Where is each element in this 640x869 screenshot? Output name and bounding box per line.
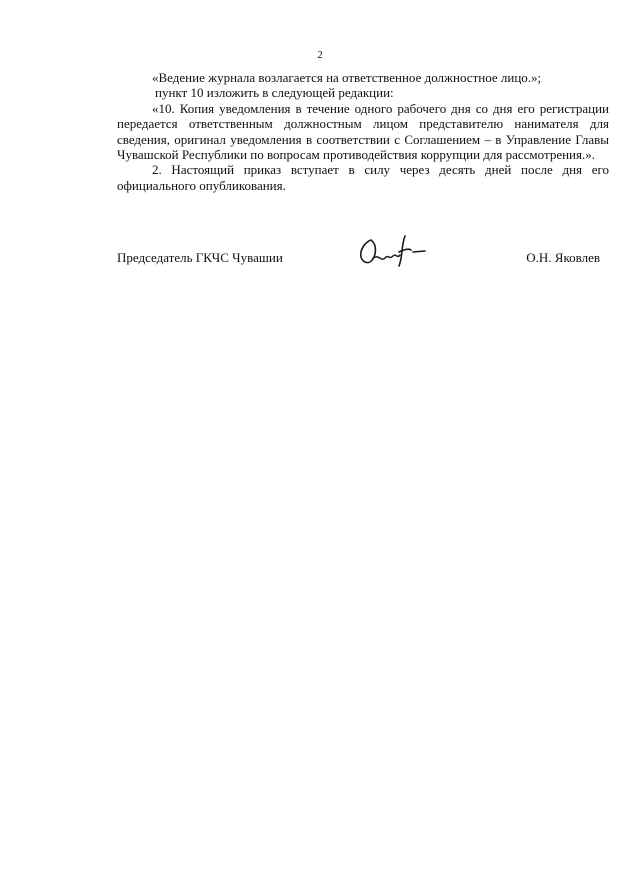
paragraph-item-10: «10. Копия уведомления в течение одного рабочего дня со дня его регистрации передается ответственным должностным лицом представителю нанимателя для сведения, оригинал уведомления в соответствии с Соглашением – в Управление Главы Чувашской Республики по вопросам противодействия коррупции для рассмотрения.». — [117, 100, 609, 163]
paragraph-effective-date: 2. Настоящий приказ вступает в силу через десять дней после дня его официального опубликования. — [117, 162, 609, 193]
handwritten-signature — [353, 232, 433, 270]
signer-name: О.Н. Яковлев — [526, 250, 600, 265]
signer-position: Председатель ГКЧС Чувашии — [117, 250, 283, 265]
paragraph-item-10-intro: пункт 10 изложить в следующей редакции: — [155, 85, 394, 101]
signature-block — [117, 232, 600, 272]
paragraph-journal: «Ведение журнала возлагается на ответственное должностное лицо.»; — [152, 70, 542, 85]
page-number: 2 — [317, 49, 323, 61]
document-body — [117, 70, 609, 193]
